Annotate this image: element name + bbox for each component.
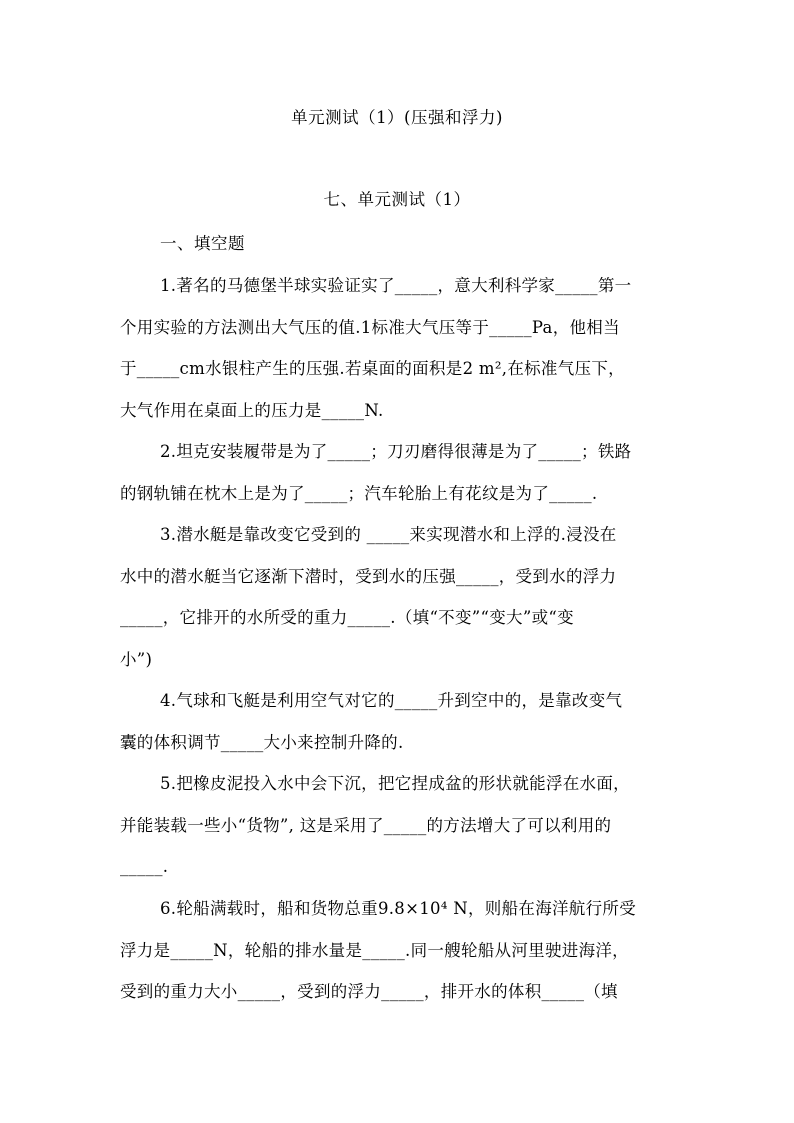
question-4-line-1: 4.气球和飞艇是利用空气对它的_____升到空中的，是靠改变气: [160, 691, 623, 710]
question-5-line-2: 并能装载一些小“货物”, 这是采用了_____的方法增大了可以利用的: [120, 815, 612, 835]
question-1-line-1: 1.著名的马德堡半球实验证实了_____，意大利科学家_____第一: [160, 276, 632, 295]
question-6-line-3: 受到的重力大小_____，受到的浮力_____，排开水的体积_____（填: [120, 982, 618, 1001]
question-5: [120, 763, 676, 888]
section-title: 七、单元测试（1）: [323, 190, 471, 209]
question-6-line-1: 6.轮船满载时，船和货物总重9.8×10⁴ N，则船在海洋航行所受: [160, 899, 637, 918]
question-3-line-2: 水中的潜水艇当它逐渐下潜时，受到水的压强_____，受到水的浮力: [120, 566, 617, 586]
question-3: [120, 514, 676, 680]
question-4-line-2: 囊的体积调节_____大小来控制升降的.: [120, 732, 404, 752]
page-title: 单元测试（1）(压强和浮力): [291, 108, 503, 127]
question-3-line-4: 小”): [120, 649, 153, 669]
question-1-line-2: 个用实验的方法测出大气压的值.1标准大气压等于_____Pa，他相当: [120, 317, 620, 337]
section-heading-fill-blank: 一、填空题: [160, 234, 245, 253]
question-2: [120, 431, 676, 514]
question-1: [120, 265, 676, 431]
question-5-line-3: _____.: [120, 857, 169, 876]
question-6: [120, 888, 676, 1013]
question-4: [120, 680, 676, 763]
question-5-line-1: 5.把橡皮泥投入水中会下沉，把它捏成盆的形状就能浮在水面，: [160, 774, 630, 793]
question-3-line-1: 3.潜水艇是靠改变它受到的 _____来实现潜水和上浮的.浸没在: [160, 525, 617, 544]
question-2-line-2: 的钢轨铺在枕木上是为了_____；汽车轮胎上有花纹是为了_____.: [120, 483, 598, 503]
question-3-line-3: _____，它排开的水所受的重力_____.（填“不变”“变大”或“变: [120, 608, 574, 627]
question-2-line-1: 2.坦克安装履带是为了_____；刀刃磨得很薄是为了_____；铁路: [160, 442, 632, 461]
question-1-line-4: 大气作用在桌面上的压力是_____N.: [120, 400, 384, 420]
question-1-line-3: 于_____cm水银柱产生的压强.若桌面的面积是2 m²,在标准气压下，: [120, 359, 625, 378]
question-6-line-2: 浮力是_____N，轮船的排水量是_____.同一艘轮船从河里驶进海洋，: [120, 940, 629, 960]
